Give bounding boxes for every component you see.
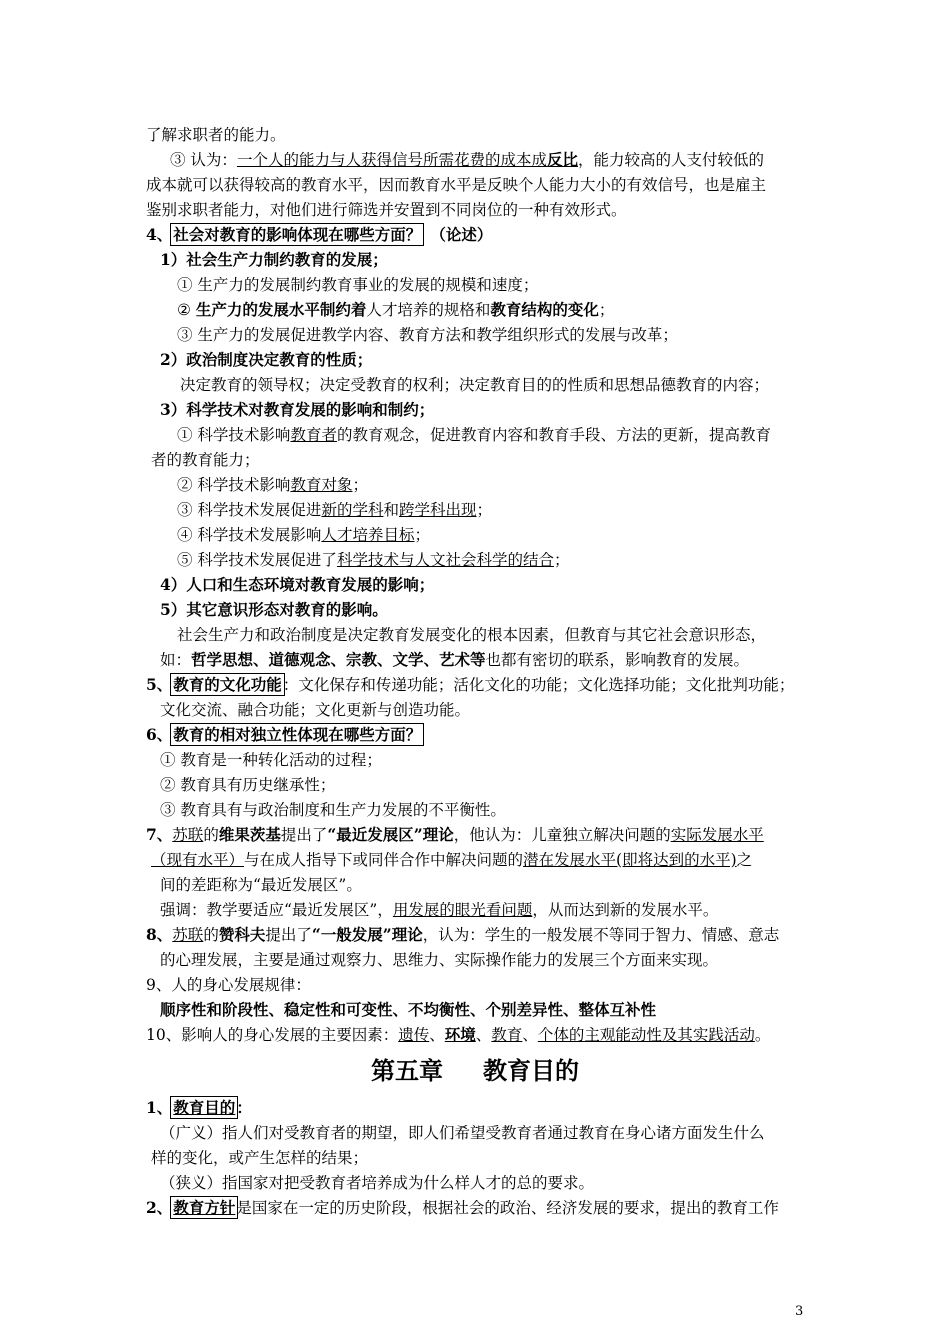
text-line: 间的差距称为“最近发展区”。 (160, 876, 362, 894)
question-heading: 8、苏联的赞科夫提出了“一般发展”理论，认为：学生的一般发展不等同于智力、情感、意志 (146, 925, 780, 944)
chapter-title: 第五章 教育目的 (371, 1057, 579, 1085)
text-line: ③ 认为：一个人的能力与人获得信号所需花费的成本成反比，能力较高的人支付较低的 (170, 150, 764, 169)
text-line: （现有水平）与在成人指导下或同伴合作中解决问题的潜在发展水平(即将达到的水平)之 (151, 851, 753, 869)
text-line: （广义）指人们对受教育者的期望，即人们希望受教育者通过教育在身心诸方面发生什么 (160, 1124, 765, 1142)
text-line: 决定教育的领导权；决定受教育的权利；决定教育目的的性质和思想品德教育的内容； (180, 376, 770, 394)
text-line: ② 教育具有历史继承性； (160, 776, 336, 794)
question-heading: 7、苏联的维果茨基提出了“最近发展区”理论，他认为：儿童独立解决问题的实际发展水平 (146, 825, 764, 844)
text-line: 顺序性和阶段性、稳定性和可变性、不均衡性、个别差异性、整体互补性 (160, 1000, 657, 1019)
question-heading: 9、人的身心发展规律： (146, 976, 311, 994)
question-heading: 4、社会对教育的影响体现在哪些方面？ （论述） (146, 225, 493, 244)
question-heading: 6、教育的相对独立性体现在哪些方面？ (146, 725, 422, 744)
page-number: 3 (795, 1304, 804, 1319)
subheading: 1）社会生产力制约教育的发展； (160, 250, 388, 269)
question-heading: 5、教育的文化功能：文化保存和传递功能；活化文化的功能；文化选择功能；文化批判功能； (146, 675, 795, 694)
text-line: 如：哲学思想、道德观念、宗教、文学、艺术等也都有密切的联系，影响教育的发展。 (160, 650, 750, 669)
text-line: 者的教育能力； (151, 451, 260, 469)
text-line: 样的变化，或产生怎样的结果； (151, 1149, 369, 1167)
text-line: ① 生产力的发展制约教育事业的发展的规模和速度； (177, 276, 539, 294)
subheading: 5）其它意识形态对教育的影响。 (160, 600, 388, 619)
text-line: ② 生产力的发展水平制约着人才培养的规格和教育结构的变化； (177, 300, 615, 319)
text-line: 社会生产力和政治制度是决定教育发展变化的根本因素，但教育与其它社会意识形态， (177, 626, 767, 644)
text-line: 了解求职者的能力。 (146, 126, 286, 144)
subheading: 3）科学技术对教育发展的影响和制约； (160, 400, 435, 419)
text-line: 的心理发展，主要是通过观察力、思维力、实际操作能力的发展三个方面来实现。 (160, 951, 719, 969)
subheading: 2）政治制度决定教育的性质； (160, 350, 373, 369)
text-line: 鉴别求职者能力，对他们进行筛选并安置到不同岗位的一种有效形式。 (146, 201, 627, 219)
text-line: ③ 科学技术发展促进新的学科和跨学科出现； (177, 501, 492, 519)
text-line: ③ 教育具有与政治制度和生产力发展的不平衡性。 (160, 801, 506, 819)
text-line: 强调：教学要适应“最近发展区”，用发展的眼光看问题，从而达到新的发展水平。 (160, 901, 719, 919)
subheading: 4）人口和生态环境对教育发展的影响； (160, 575, 435, 594)
question-heading: 10、影响人的身心发展的主要因素：遗传、环境、教育、个体的主观能动性及其实践活动。 (146, 1025, 771, 1044)
text-line: ③ 生产力的发展促进教学内容、教育方法和教学组织形式的发展与改革； (177, 326, 678, 344)
text-line: ① 教育是一种转化活动的过程； (160, 751, 382, 769)
text-line: 文化交流、融合功能；文化更新与创造功能。 (160, 701, 471, 719)
text-line: ② 科学技术影响教育对象； (177, 476, 368, 494)
question-heading: 2、教育方针是国家在一定的历史阶段，根据社会的政治、经济发展的要求，提出的教育工作 (146, 1198, 779, 1217)
text-line: （狭义）指国家对把受教育者培养成为什么样人才的总的要求。 (160, 1174, 595, 1192)
text-line: ① 科学技术影响教育者的教育观念，促进教育内容和教育手段、方法的更新，提高教育 (177, 426, 771, 444)
text-line: 成本就可以获得较高的教育水平，因而教育水平是反映个人能力大小的有效信号，也是雇主 (146, 176, 767, 194)
text-line: ⑤ 科学技术发展促进了科学技术与人文社会科学的结合； (177, 551, 570, 569)
question-heading: 1、教育目的： (146, 1098, 252, 1117)
text-line: ④ 科学技术发展影响人才培养目标； (177, 526, 430, 544)
